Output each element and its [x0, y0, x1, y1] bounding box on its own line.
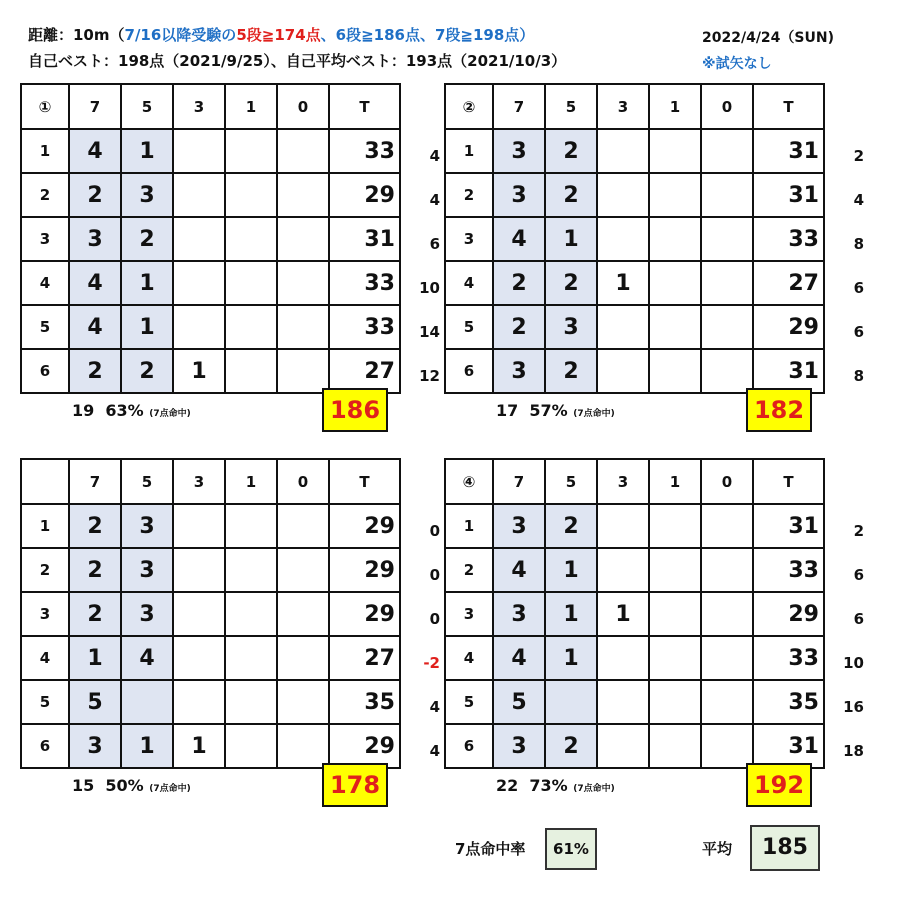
column-header: 7 [69, 84, 121, 129]
end-total: 29 [329, 548, 400, 592]
cumulative-diff: 4 [429, 742, 440, 760]
column-header: 0 [277, 459, 329, 504]
cumulative-diff: 0 [429, 610, 440, 628]
end-total: 33 [753, 217, 824, 261]
hit-count-cell [597, 504, 649, 548]
hit-count-cell [277, 548, 329, 592]
column-header: 3 [597, 459, 649, 504]
hit-count-cell [701, 305, 753, 349]
seven-hit-percent: 50% [105, 776, 144, 795]
hit-count-cell [649, 592, 701, 636]
hit-count-cell: 2 [545, 129, 597, 173]
end-total: 33 [329, 261, 400, 305]
hit-count-cell: 2 [69, 349, 121, 393]
table-row [445, 592, 824, 636]
hit-count-cell: 3 [121, 504, 173, 548]
hit-count-cell: 1 [121, 724, 173, 768]
end-total: 27 [329, 636, 400, 680]
hit-count-cell: 2 [545, 173, 597, 217]
end-number: 6 [21, 724, 69, 768]
seven-hit-summary [496, 776, 615, 795]
hit-count-cell [225, 548, 277, 592]
column-header: T [753, 84, 824, 129]
table-row [21, 261, 400, 305]
hit-count-cell: 3 [493, 724, 545, 768]
hit-count-cell [649, 680, 701, 724]
cumulative-diff: 12 [419, 367, 440, 385]
hit-count-cell [701, 261, 753, 305]
hit-count-cell: 3 [545, 305, 597, 349]
seven-hit-note: (7点命中) [573, 784, 615, 794]
end-number: 1 [445, 504, 493, 548]
hit-count-cell: 1 [121, 261, 173, 305]
end-number: 5 [445, 680, 493, 724]
hit-count-cell [173, 261, 225, 305]
hit-count-cell [597, 349, 649, 393]
cumulative-diff: 2 [853, 522, 864, 540]
table-row [21, 305, 400, 349]
table-row [445, 173, 824, 217]
hit-count-cell: 1 [597, 261, 649, 305]
score-table [444, 83, 825, 394]
column-header: 7 [493, 84, 545, 129]
hit-count-cell [649, 724, 701, 768]
cumulative-diff: 8 [853, 235, 864, 253]
hit-count-cell: 1 [545, 592, 597, 636]
round-label: ② [445, 84, 493, 129]
hit-count-cell [649, 636, 701, 680]
hit-count-cell [597, 636, 649, 680]
cumulative-diff: 6 [853, 566, 864, 584]
hit-count-cell: 3 [493, 173, 545, 217]
hit-count-cell [701, 724, 753, 768]
hit-count-cell: 2 [69, 592, 121, 636]
score-table [444, 458, 825, 769]
hit-count-cell [225, 217, 277, 261]
hit-count-cell [277, 724, 329, 768]
end-number: 2 [21, 173, 69, 217]
hit-count-cell: 3 [69, 217, 121, 261]
end-total: 29 [329, 504, 400, 548]
round-total: 178 [322, 763, 388, 807]
hit-count-cell [701, 680, 753, 724]
hit-count-cell [225, 261, 277, 305]
hit-count-cell: 5 [69, 680, 121, 724]
table-row [445, 636, 824, 680]
end-total: 27 [753, 261, 824, 305]
hit-count-cell: 2 [545, 261, 597, 305]
hit-count-cell [597, 217, 649, 261]
end-total: 31 [753, 349, 824, 393]
score-panel-1 [20, 83, 440, 424]
hit-count-cell [649, 129, 701, 173]
seven-hit-count: 17 [496, 401, 519, 420]
cumulative-diff: 16 [843, 698, 864, 716]
table-row [445, 217, 824, 261]
hit-count-cell [121, 680, 173, 724]
table-row [445, 724, 824, 768]
hit-count-cell [701, 129, 753, 173]
hit-count-cell: 4 [493, 217, 545, 261]
date-text: 2022/4/24（SUN) [702, 30, 834, 46]
hit-count-cell: 4 [69, 261, 121, 305]
cumulative-diff: 10 [419, 279, 440, 297]
note-text: ※試矢なし [702, 56, 772, 72]
hit-count-cell [649, 548, 701, 592]
table-row [21, 680, 400, 724]
column-header: 1 [649, 459, 701, 504]
end-number: 4 [21, 261, 69, 305]
hit-count-cell: 3 [121, 592, 173, 636]
hit-count-cell [225, 504, 277, 548]
column-header: 5 [121, 459, 173, 504]
hit-count-cell: 1 [545, 548, 597, 592]
hit-count-cell [649, 305, 701, 349]
hit-count-cell [277, 680, 329, 724]
hit-count-cell: 2 [493, 261, 545, 305]
cumulative-diff: 18 [843, 742, 864, 760]
hit-count-cell: 3 [121, 173, 173, 217]
end-total: 31 [753, 173, 824, 217]
hit-count-cell [173, 636, 225, 680]
threshold-5dan: 5段≧174点 [236, 26, 321, 44]
hit-count-cell: 4 [493, 636, 545, 680]
column-header: 3 [597, 84, 649, 129]
exam-condition-text: 7/16以降受験の [124, 26, 237, 44]
hit-count-cell: 4 [69, 129, 121, 173]
hit-count-cell: 2 [121, 217, 173, 261]
round-label: ④ [445, 459, 493, 504]
cumulative-diff: 8 [853, 367, 864, 385]
end-number: 3 [21, 592, 69, 636]
end-number: 1 [21, 129, 69, 173]
hit-count-cell: 3 [493, 349, 545, 393]
end-number: 6 [21, 349, 69, 393]
end-number: 2 [445, 173, 493, 217]
hit-count-cell: 1 [173, 724, 225, 768]
hit-count-cell: 2 [545, 504, 597, 548]
hit-count-cell: 1 [545, 217, 597, 261]
hit-count-cell [649, 173, 701, 217]
round-label: ① [21, 84, 69, 129]
cumulative-diff: -2 [423, 654, 440, 672]
score-table [20, 458, 401, 769]
end-total: 33 [753, 548, 824, 592]
end-number: 3 [445, 217, 493, 261]
hit-count-cell [701, 173, 753, 217]
seven-hit-count: 15 [72, 776, 95, 795]
cumulative-diff: 10 [843, 654, 864, 672]
column-header: 5 [545, 459, 597, 504]
round-total: 182 [746, 388, 812, 432]
hit-count-cell: 3 [121, 548, 173, 592]
hit-count-cell: 1 [545, 636, 597, 680]
table-row [21, 724, 400, 768]
hit-count-cell: 4 [121, 636, 173, 680]
cumulative-diff: 6 [853, 279, 864, 297]
hit-count-cell [701, 636, 753, 680]
end-total: 35 [753, 680, 824, 724]
hit-count-cell [545, 680, 597, 724]
hit-count-cell [173, 173, 225, 217]
table-row [21, 548, 400, 592]
seven-hit-percent: 63% [105, 401, 144, 420]
hit-count-cell [649, 217, 701, 261]
hit-count-cell [701, 548, 753, 592]
end-number: 3 [21, 217, 69, 261]
hit-count-cell: 3 [493, 592, 545, 636]
end-number: 6 [445, 349, 493, 393]
end-total: 33 [329, 129, 400, 173]
end-number: 1 [21, 504, 69, 548]
end-number: 1 [445, 129, 493, 173]
hit-count-cell [649, 261, 701, 305]
column-header: 1 [225, 459, 277, 504]
table-row [21, 129, 400, 173]
hit-count-cell [597, 305, 649, 349]
hit-count-cell [173, 548, 225, 592]
table-row [445, 261, 824, 305]
end-number: 5 [21, 680, 69, 724]
table-row [21, 217, 400, 261]
header-line-1 [28, 24, 534, 45]
distance-text: 距離：10m（ [28, 26, 125, 44]
hit-count-cell: 5 [493, 680, 545, 724]
header-line-2: 自己ベスト：198点（2021/9/25）、自己平均ベスト：193点（2021/10/3） [28, 52, 567, 70]
column-header: 7 [69, 459, 121, 504]
hit-count-cell [173, 305, 225, 349]
table-row [21, 349, 400, 393]
cumulative-diff: 4 [429, 191, 440, 209]
hit-count-cell [649, 349, 701, 393]
cumulative-diff: 14 [419, 323, 440, 341]
table-row [445, 129, 824, 173]
end-number: 2 [445, 548, 493, 592]
hit-count-cell [701, 504, 753, 548]
hit-count-cell [173, 217, 225, 261]
end-total: 29 [753, 305, 824, 349]
seven-hit-summary [72, 401, 191, 420]
hit-count-cell [277, 636, 329, 680]
hit-count-cell [277, 305, 329, 349]
hit-count-cell [173, 592, 225, 636]
table-row [21, 504, 400, 548]
table-row [445, 504, 824, 548]
hit-count-cell [277, 504, 329, 548]
score-panel-3 [20, 458, 440, 799]
hit-count-cell [701, 592, 753, 636]
average-label: 平均 [702, 840, 733, 858]
hit-count-cell [277, 349, 329, 393]
seven-hit-count: 22 [496, 776, 519, 795]
hit-count-cell: 4 [69, 305, 121, 349]
hit-count-cell [173, 504, 225, 548]
cumulative-diff: 4 [429, 147, 440, 165]
column-header: 0 [701, 459, 753, 504]
cumulative-diff: 2 [853, 147, 864, 165]
column-header: 5 [545, 84, 597, 129]
hit-count-cell [225, 305, 277, 349]
hit-rate-label: 7点命中率 [455, 840, 526, 858]
seven-hit-note: (7点命中) [149, 409, 191, 419]
column-header: 0 [701, 84, 753, 129]
table-row [21, 636, 400, 680]
hit-count-cell [173, 680, 225, 724]
cumulative-diff: 6 [429, 235, 440, 253]
seven-hit-percent: 73% [529, 776, 568, 795]
score-panel-2 [444, 83, 864, 424]
hit-count-cell: 4 [493, 548, 545, 592]
end-number: 4 [21, 636, 69, 680]
hit-count-cell [277, 592, 329, 636]
seven-hit-count: 19 [72, 401, 95, 420]
hit-count-cell [597, 129, 649, 173]
hit-count-cell: 2 [545, 724, 597, 768]
hit-count-cell [277, 173, 329, 217]
round-total: 186 [322, 388, 388, 432]
hit-count-cell: 2 [545, 349, 597, 393]
seven-hit-note: (7点命中) [573, 409, 615, 419]
end-number: 3 [445, 592, 493, 636]
end-number: 5 [21, 305, 69, 349]
hit-count-cell [649, 504, 701, 548]
end-total: 29 [329, 724, 400, 768]
cumulative-diff: 4 [853, 191, 864, 209]
end-total: 33 [753, 636, 824, 680]
end-total: 35 [329, 680, 400, 724]
hit-count-cell: 2 [69, 548, 121, 592]
column-header: 1 [225, 84, 277, 129]
end-total: 29 [329, 592, 400, 636]
seven-hit-summary [72, 776, 191, 795]
column-header: 3 [173, 84, 225, 129]
table-row [445, 548, 824, 592]
column-header: 7 [493, 459, 545, 504]
hit-count-cell: 3 [493, 129, 545, 173]
seven-hit-summary [496, 401, 615, 420]
hit-count-cell [277, 217, 329, 261]
end-total: 29 [329, 173, 400, 217]
end-number: 4 [445, 261, 493, 305]
hit-count-cell: 1 [121, 305, 173, 349]
end-total: 31 [329, 217, 400, 261]
hit-count-cell: 2 [69, 173, 121, 217]
column-header: T [753, 459, 824, 504]
hit-count-cell [225, 173, 277, 217]
hit-count-cell: 1 [69, 636, 121, 680]
hit-count-cell: 1 [121, 129, 173, 173]
hit-count-cell: 3 [69, 724, 121, 768]
table-row [21, 173, 400, 217]
cumulative-diff: 6 [853, 323, 864, 341]
hit-count-cell [277, 129, 329, 173]
cumulative-diff: 6 [853, 610, 864, 628]
hit-count-cell [225, 636, 277, 680]
hit-count-cell [597, 173, 649, 217]
column-header: 0 [277, 84, 329, 129]
seven-hit-note: (7点命中) [149, 784, 191, 794]
hit-count-cell: 1 [597, 592, 649, 636]
hit-count-cell [225, 592, 277, 636]
thresholds-6-7dan: 、6段≧186点、7段≧198点） [320, 26, 535, 44]
round-total: 192 [746, 763, 812, 807]
hit-count-cell: 3 [493, 504, 545, 548]
hit-count-cell [225, 349, 277, 393]
column-header: T [329, 459, 400, 504]
hit-count-cell: 2 [69, 504, 121, 548]
column-header: T [329, 84, 400, 129]
end-total: 27 [329, 349, 400, 393]
hit-count-cell [701, 217, 753, 261]
hit-count-cell [701, 349, 753, 393]
table-row [445, 349, 824, 393]
end-total: 31 [753, 129, 824, 173]
column-header: 5 [121, 84, 173, 129]
average-value: 185 [750, 825, 820, 871]
hit-count-cell [225, 724, 277, 768]
end-number: 2 [21, 548, 69, 592]
hit-count-cell [173, 129, 225, 173]
end-total: 29 [753, 592, 824, 636]
end-total: 31 [753, 504, 824, 548]
hit-rate-value: 61% [545, 828, 597, 870]
round-label [21, 459, 69, 504]
table-row [445, 680, 824, 724]
end-total: 31 [753, 724, 824, 768]
end-number: 5 [445, 305, 493, 349]
hit-count-cell [597, 548, 649, 592]
score-panel-4 [444, 458, 864, 799]
table-row [445, 305, 824, 349]
seven-hit-percent: 57% [529, 401, 568, 420]
table-row [21, 592, 400, 636]
hit-count-cell [225, 680, 277, 724]
cumulative-diff: 0 [429, 566, 440, 584]
cumulative-diff: 4 [429, 698, 440, 716]
column-header: 3 [173, 459, 225, 504]
hit-count-cell [277, 261, 329, 305]
column-header: 1 [649, 84, 701, 129]
end-number: 6 [445, 724, 493, 768]
hit-count-cell: 1 [173, 349, 225, 393]
hit-count-cell [597, 680, 649, 724]
hit-count-cell: 2 [121, 349, 173, 393]
hit-count-cell [225, 129, 277, 173]
end-total: 33 [329, 305, 400, 349]
cumulative-diff: 0 [429, 522, 440, 540]
score-table [20, 83, 401, 394]
hit-count-cell: 2 [493, 305, 545, 349]
hit-count-cell [597, 724, 649, 768]
end-number: 4 [445, 636, 493, 680]
